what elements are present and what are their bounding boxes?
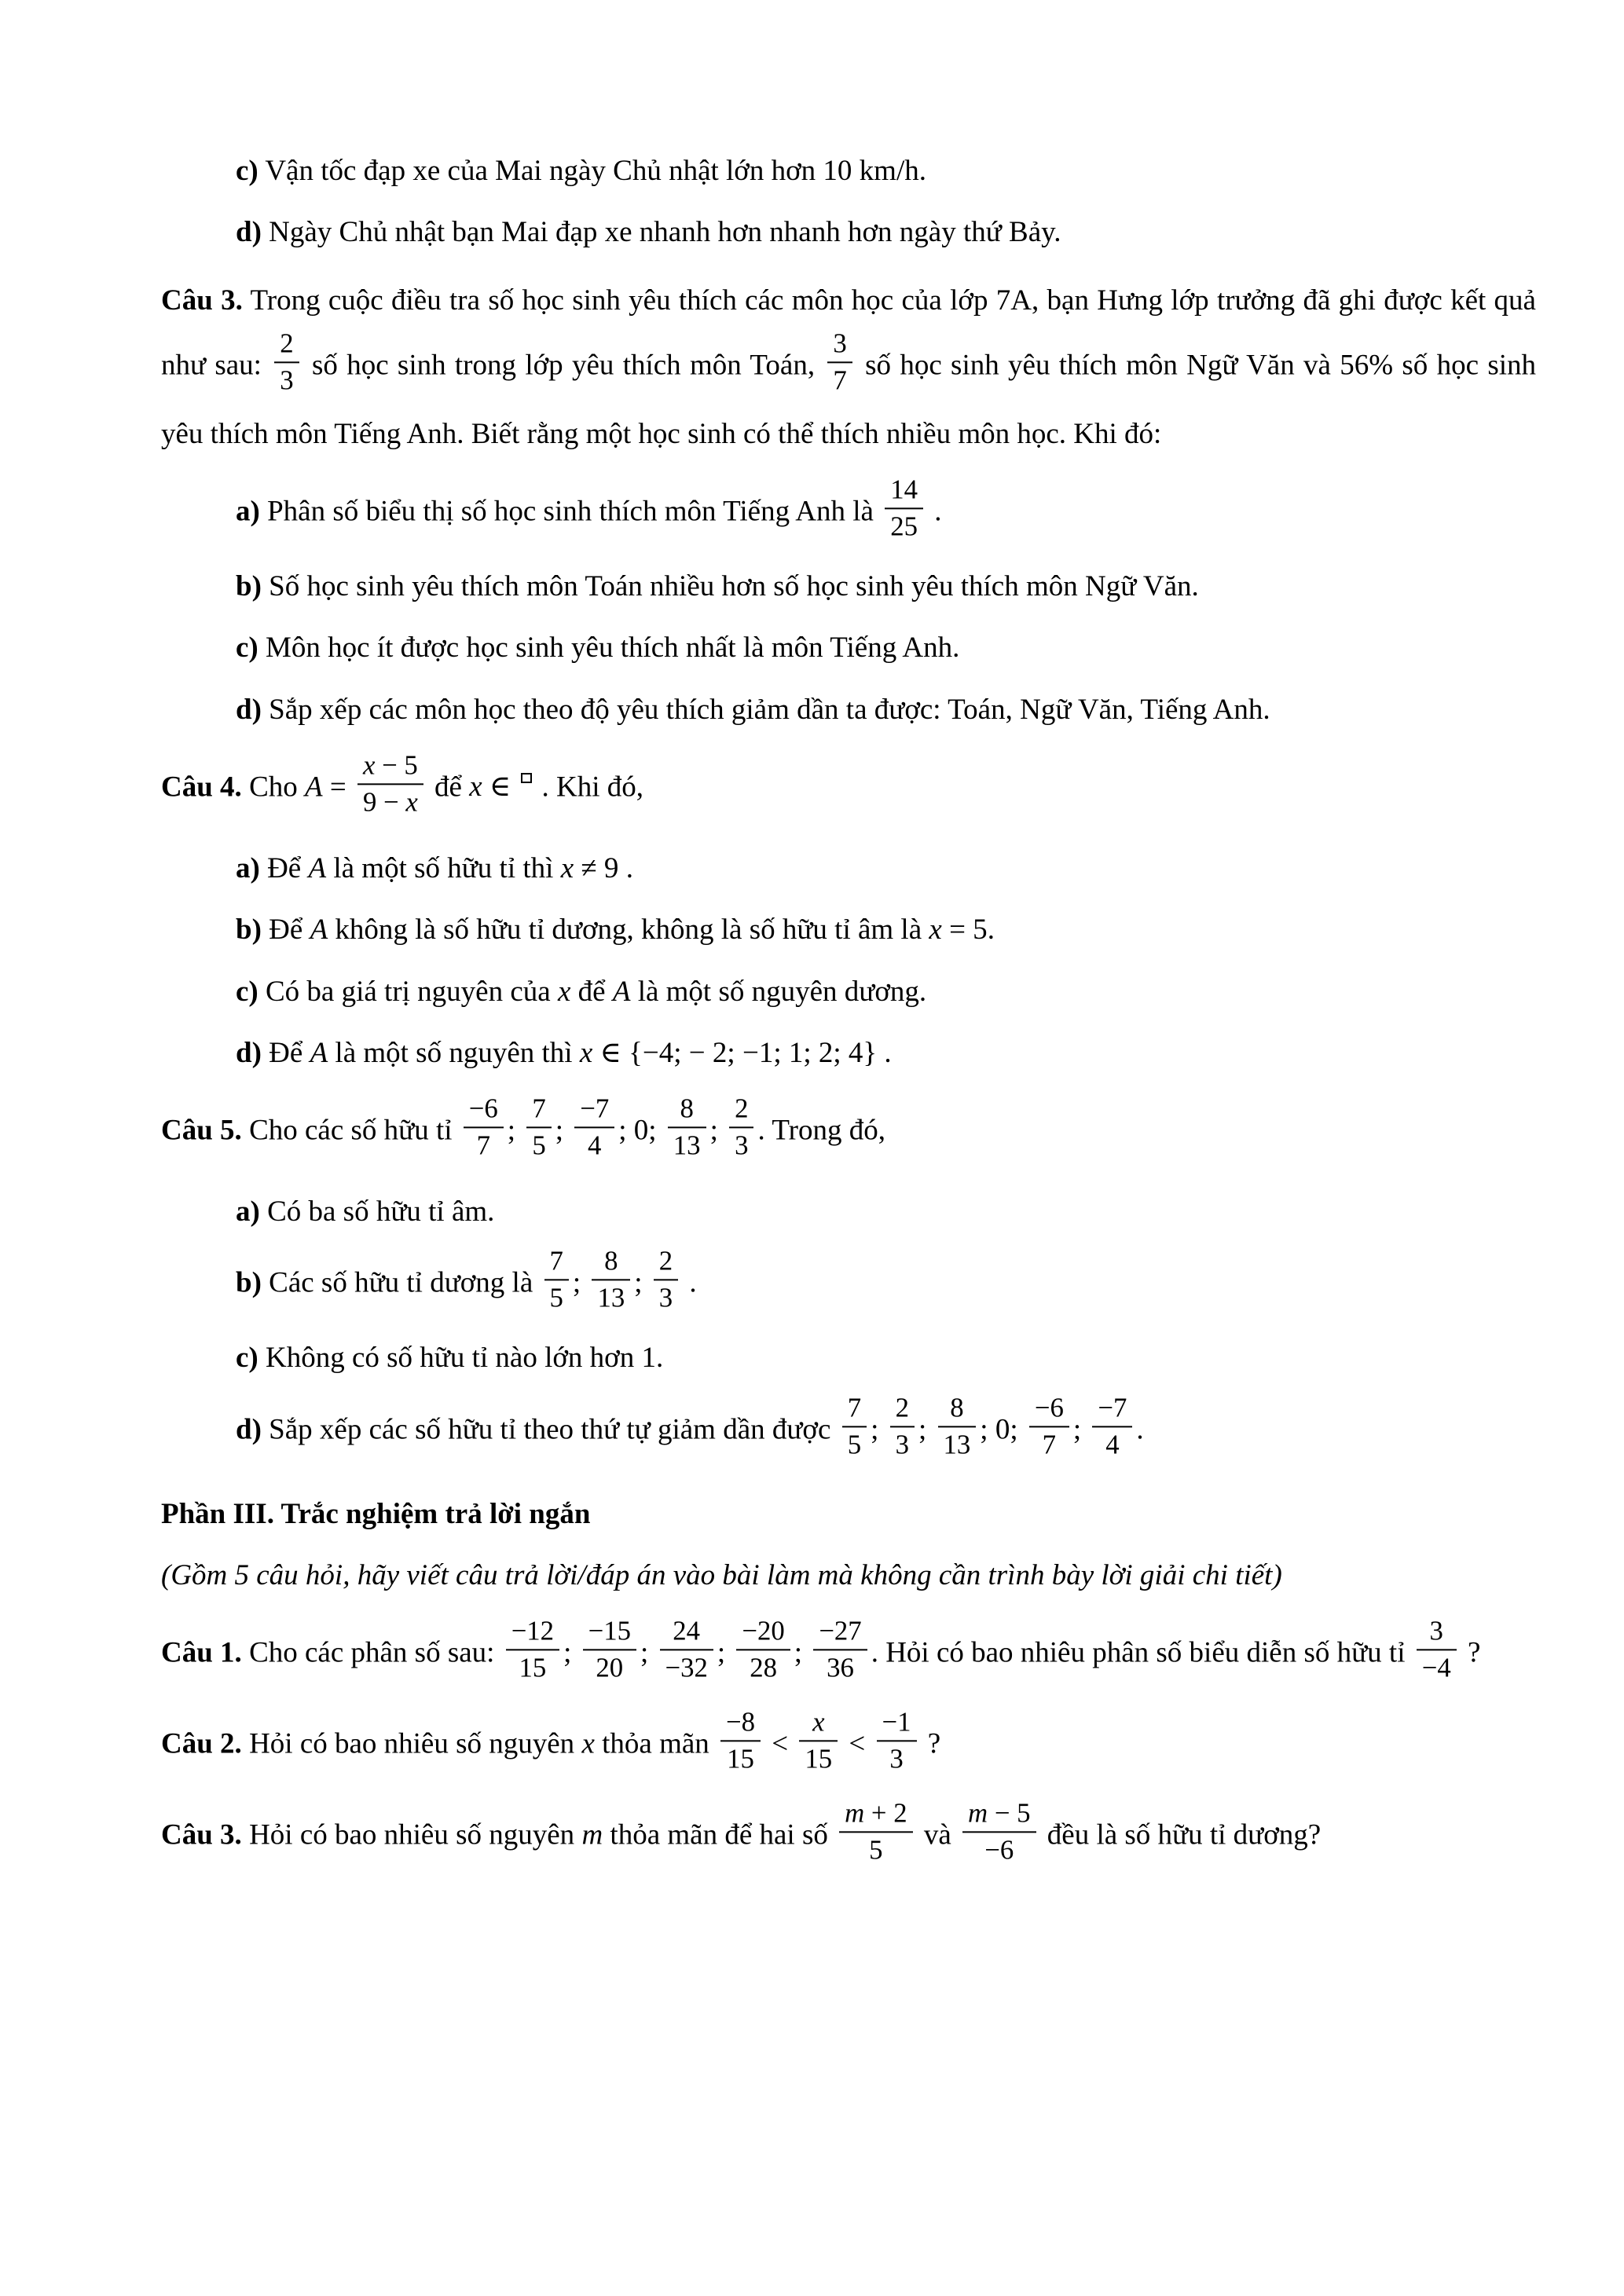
fraction-numerator: 24	[660, 1615, 713, 1651]
bold-text: Câu 5.	[161, 1114, 242, 1147]
text-run: thỏa mãn	[594, 1727, 717, 1760]
fraction	[813, 1615, 867, 1684]
math-text: A	[612, 975, 631, 1008]
text-run: Cho các phân số sau:	[241, 1636, 502, 1669]
fraction	[1029, 1391, 1069, 1460]
fraction-numerator: 2	[654, 1245, 678, 1281]
fraction-denominator: −4	[1421, 1652, 1451, 1683]
text-run: ;	[709, 1114, 726, 1147]
text-run: .	[987, 914, 995, 947]
fraction-numerator: 3	[1417, 1615, 1457, 1651]
text-run: Trong cuộc điều tra số học sinh yêu thích các môn học của lớp 7A, bạn Hưng lớp trưởng đã ghi được kết quả như sau:	[161, 284, 1536, 382]
fraction-denominator: 3	[735, 1130, 749, 1161]
text-run: ; 0;	[618, 1114, 664, 1147]
text-run: ; 0;	[980, 1413, 1025, 1446]
text-run: Sắp xếp các môn học theo độ yêu thích giảm dần ta được: Toán, Ngữ Văn, Tiếng Anh.	[261, 693, 1270, 726]
fraction-numerator: −8	[720, 1706, 761, 1742]
fraction-numerator: −6	[464, 1093, 504, 1129]
text-run: ;	[555, 1114, 571, 1147]
fraction	[729, 1093, 753, 1162]
fraction	[827, 327, 852, 396]
fraction-denominator: 5	[869, 1834, 883, 1866]
fraction-denominator: 3	[889, 1743, 904, 1774]
fraction-numerator: 7	[544, 1245, 569, 1281]
fraction-numerator: −27	[813, 1615, 867, 1651]
text-run: Có ba giá trị nguyên của	[258, 975, 558, 1008]
fraction-denominator: 36	[827, 1652, 854, 1683]
cau3-item-c	[161, 621, 1536, 676]
cau4-item-c	[161, 965, 1536, 1020]
fraction	[592, 1245, 630, 1314]
text-run: ;	[918, 1413, 934, 1446]
text-run: đều là số hữu tỉ dương?	[1039, 1818, 1322, 1851]
text-run: để	[427, 771, 470, 804]
text-run: .	[1136, 1413, 1144, 1446]
italic-text: (Gồm 5 câu hỏi, hãy viết câu trả lời/đáp án vào bài làm mà không cần trình bày lời giải chi tiết)	[161, 1558, 1282, 1591]
fraction-denominator: 13	[943, 1429, 971, 1460]
fraction	[668, 1093, 706, 1162]
text-run: ?	[920, 1727, 941, 1760]
text-run: . Trong đó,	[757, 1114, 885, 1147]
cau5-item-b	[161, 1246, 1536, 1324]
fraction	[654, 1245, 678, 1314]
fraction-denominator: 15	[805, 1743, 833, 1774]
p3-question-cau1	[161, 1616, 1536, 1694]
fraction-numerator: −1	[877, 1706, 917, 1742]
document-body	[161, 144, 1536, 1877]
fraction-numerator: x − 5	[357, 749, 423, 785]
fraction	[736, 1615, 790, 1684]
prev-item-d	[161, 205, 1536, 260]
fraction	[962, 1797, 1036, 1866]
fraction	[839, 1797, 912, 1866]
text-run: .	[682, 1266, 697, 1299]
fraction-numerator: −7	[1092, 1391, 1132, 1427]
math-text: A	[308, 851, 327, 884]
math-text: m	[581, 1818, 603, 1851]
text-run: Cho các số hữu tỉ	[241, 1114, 460, 1147]
text-run: ;	[717, 1636, 733, 1669]
bold-text: d)	[236, 1036, 262, 1069]
text-run: ;	[640, 1636, 656, 1669]
text-run: ;	[634, 1266, 650, 1299]
text-run: không là số hữu tỉ dương, không là số hữu tỉ âm là	[328, 914, 929, 947]
text-run: Số học sinh yêu thích môn Toán nhiều hơn số học sinh yêu thích môn Ngữ Văn.	[261, 570, 1199, 603]
prev-item-c	[161, 144, 1536, 199]
text-run: là một số hữu tỉ thì	[326, 851, 561, 884]
math-text: x ≠ 9	[560, 851, 619, 884]
text-run: ;	[563, 1636, 579, 1669]
bold-text: a)	[236, 851, 260, 884]
fraction	[885, 474, 923, 543]
math-text: x ∈ {−4; − 2; −1; 1; 2; 4}	[579, 1036, 878, 1069]
fraction-numerator: 2	[274, 327, 299, 363]
text-run: . Khi đó,	[534, 771, 643, 804]
text-run: ;	[794, 1636, 810, 1669]
fraction-denominator: 13	[597, 1282, 625, 1313]
text-run: .	[618, 851, 633, 884]
fraction-denominator: −32	[665, 1652, 708, 1683]
fraction-numerator: −15	[583, 1615, 636, 1651]
fraction	[1417, 1615, 1457, 1684]
fraction-numerator: −7	[574, 1093, 614, 1129]
fraction-denominator: 4	[588, 1130, 602, 1161]
fraction-denominator: 28	[750, 1652, 777, 1683]
fraction	[842, 1391, 867, 1460]
text-run: ;	[572, 1266, 588, 1299]
fraction	[274, 327, 299, 396]
text-run: Vận tốc đạp xe của Mai ngày Chủ nhật lớn hơn 10 km/h.	[258, 155, 926, 187]
text-run: Có ba số hữu tỉ âm.	[259, 1196, 495, 1229]
bold-text: d)	[236, 216, 262, 249]
text-run: .	[926, 495, 942, 528]
math-text: x = 5	[929, 914, 988, 947]
bold-text: Câu 2.	[161, 1727, 242, 1760]
fraction-numerator: 2	[890, 1391, 915, 1427]
text-run: và	[916, 1818, 959, 1851]
text-run: Hỏi có bao nhiêu số nguyên	[241, 1818, 582, 1851]
text-run: .	[877, 1036, 892, 1069]
cau4-item-b	[161, 903, 1536, 958]
fraction-numerator: −6	[1029, 1391, 1069, 1427]
text-run: là một số nguyên dương.	[630, 975, 927, 1008]
fraction	[890, 1391, 915, 1460]
bold-text: a)	[236, 495, 260, 528]
text-run: là một số nguyên thì	[328, 1036, 580, 1069]
fraction-denominator: 5	[549, 1282, 563, 1313]
bold-text: Câu 3.	[161, 1818, 242, 1851]
bold-text: c)	[236, 155, 258, 187]
text-run: Để	[261, 1036, 310, 1069]
text-run: ?	[1460, 1636, 1481, 1669]
math-text: A	[310, 914, 328, 947]
math-text: A =	[305, 771, 354, 804]
fraction	[544, 1245, 569, 1314]
fraction-denominator: 9 − x	[362, 786, 418, 818]
bold-text: a)	[236, 1196, 260, 1229]
fraction-denominator: 5	[532, 1130, 546, 1161]
fraction-numerator: 8	[592, 1245, 630, 1281]
bold-text: c)	[236, 975, 258, 1008]
fraction	[720, 1706, 761, 1775]
question-cau5	[161, 1093, 1536, 1172]
fraction	[1092, 1391, 1132, 1460]
cau5-item-c	[161, 1331, 1536, 1386]
fraction	[877, 1706, 917, 1775]
text-run: Không có số hữu tỉ nào lớn hơn 1.	[258, 1342, 664, 1375]
text-run: Để	[259, 851, 309, 884]
fraction	[660, 1615, 713, 1684]
fraction-numerator: x	[799, 1706, 838, 1742]
math-text: x	[557, 975, 571, 1008]
text-run: <	[841, 1727, 873, 1760]
text-run: Môn học ít được học sinh yêu thích nhất là môn Tiếng Anh.	[258, 632, 960, 665]
bold-text: b)	[236, 914, 262, 947]
text-run: ;	[871, 1413, 886, 1446]
fraction-denominator: 4	[1105, 1429, 1120, 1460]
fraction-numerator: 8	[668, 1093, 706, 1129]
bold-text: d)	[236, 693, 262, 726]
missing-glyph-box	[521, 773, 531, 783]
text-run: . Hỏi có bao nhiêu phân số biểu diễn số hữu tỉ	[871, 1636, 1413, 1669]
question-cau4	[161, 750, 1536, 829]
text-run: Ngày Chủ nhật bạn Mai đạp xe nhanh hơn nhanh hơn ngày thứ Bảy.	[261, 216, 1061, 249]
math-text: x ∈	[469, 771, 534, 803]
fraction	[574, 1093, 614, 1162]
text-run: Cho	[241, 771, 305, 804]
math-text: A	[310, 1036, 328, 1069]
text-run: để	[570, 975, 613, 1008]
cau3-item-b	[161, 559, 1536, 614]
fraction-numerator: 7	[842, 1391, 867, 1427]
fraction-numerator: 3	[827, 327, 852, 363]
text-run: Sắp xếp các số hữu tỉ theo thứ tự giảm dần được	[261, 1413, 838, 1446]
fraction-denominator: 7	[833, 364, 847, 396]
text-run: ;	[507, 1114, 523, 1147]
bold-text: Câu 3.	[161, 284, 243, 317]
p3-question-cau2	[161, 1707, 1536, 1785]
text-run: thỏa mãn để hai số	[603, 1818, 836, 1851]
cau3-item-d	[161, 683, 1536, 738]
fraction	[464, 1093, 504, 1162]
text-run: <	[764, 1727, 796, 1760]
fraction-denominator: 20	[596, 1652, 624, 1683]
bold-text: Phần III. Trắc nghiệm trả lời ngắn	[161, 1497, 591, 1530]
cau5-item-d	[161, 1393, 1536, 1471]
fraction-numerator: 7	[526, 1093, 551, 1129]
question-cau3	[161, 273, 1536, 463]
section-note	[161, 1548, 1536, 1603]
bold-text: d)	[236, 1413, 262, 1446]
cau4-item-d	[161, 1026, 1536, 1081]
fraction	[526, 1093, 551, 1162]
fraction-denominator: 15	[519, 1652, 547, 1683]
bold-text: Câu 1.	[161, 1636, 242, 1669]
math-text: x	[581, 1727, 595, 1760]
text-run: Phân số biểu thị số học sinh thích môn Tiếng Anh là	[259, 495, 882, 528]
fraction-denominator: −6	[984, 1834, 1014, 1866]
fraction-denominator: 5	[847, 1429, 862, 1460]
fraction-numerator: −12	[506, 1615, 559, 1651]
fraction	[506, 1615, 559, 1684]
fraction-denominator: 25	[890, 511, 918, 542]
cau5-item-a	[161, 1185, 1536, 1240]
fraction-denominator: 7	[476, 1130, 490, 1161]
fraction-denominator: 15	[727, 1743, 754, 1774]
section-heading	[161, 1487, 1536, 1542]
cau3-item-a	[161, 474, 1536, 553]
fraction	[357, 749, 423, 818]
fraction-denominator: 3	[895, 1429, 909, 1460]
text-run: Hỏi có bao nhiêu số nguyên	[241, 1727, 582, 1760]
fraction-numerator: −20	[736, 1615, 790, 1651]
fraction-numerator: m + 2	[839, 1797, 912, 1833]
text-run: ;	[1072, 1413, 1089, 1446]
fraction	[938, 1391, 977, 1460]
fraction-numerator: 14	[885, 474, 923, 510]
cau4-item-a	[161, 841, 1536, 896]
fraction-numerator: m − 5	[962, 1797, 1036, 1833]
text-run: Để	[261, 914, 310, 947]
p3-question-cau3	[161, 1798, 1536, 1877]
fraction-numerator: 2	[729, 1093, 753, 1129]
bold-text: b)	[236, 570, 262, 603]
text-run: Các số hữu tỉ dương là	[261, 1266, 541, 1299]
fraction-denominator: 3	[658, 1282, 673, 1313]
text-run: số học sinh trong lớp yêu thích môn Toán,	[302, 349, 824, 382]
text-run: số học sinh yêu thích môn Ngữ Văn và 56% số học sinh yêu thích môn Tiếng Anh. Biết rằng một học sinh có thể thích nhiều môn học. Khi đó:	[161, 349, 1537, 450]
bold-text: Câu 4.	[161, 771, 242, 804]
fraction	[799, 1706, 838, 1775]
fraction-denominator: 13	[673, 1130, 701, 1161]
fraction-denominator: 7	[1042, 1429, 1057, 1460]
fraction-denominator: 3	[280, 364, 294, 396]
fraction-numerator: 8	[938, 1391, 977, 1427]
bold-text: b)	[236, 1266, 262, 1299]
fraction	[583, 1615, 636, 1684]
bold-text: c)	[236, 1342, 258, 1375]
bold-text: c)	[236, 632, 258, 665]
